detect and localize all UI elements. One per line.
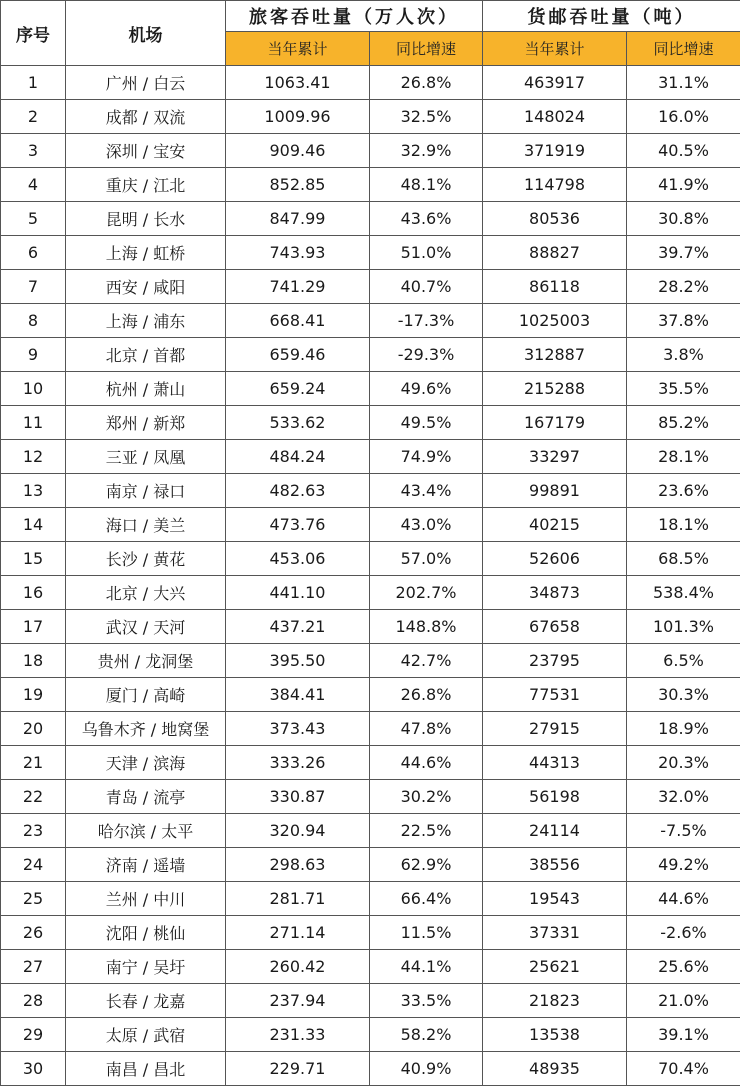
cell-passengers: 395.50: [226, 644, 370, 678]
cell-rank: 29: [1, 1018, 66, 1052]
cell-passengers: 741.29: [226, 270, 370, 304]
table-row: [1, 848, 740, 882]
cell-passengers: 659.24: [226, 372, 370, 406]
cell-airport: 太原 / 武宿: [66, 1018, 226, 1052]
cell-cargo: 88827: [483, 236, 627, 270]
cell-cargo: 148024: [483, 100, 627, 134]
header-passenger-total: 当年累计: [226, 32, 370, 66]
cell-rank: 27: [1, 950, 66, 984]
table-body: [1, 66, 740, 1086]
cell-cargo: 167179: [483, 406, 627, 440]
cell-cargo-growth: 35.5%: [627, 372, 740, 406]
cell-passenger-growth: 32.9%: [370, 134, 483, 168]
table-row: [1, 508, 740, 542]
cell-cargo-growth: 28.1%: [627, 440, 740, 474]
cell-airport: 广州 / 白云: [66, 66, 226, 100]
cell-cargo: 56198: [483, 780, 627, 814]
cell-cargo-growth: 44.6%: [627, 882, 740, 916]
cell-cargo-growth: 85.2%: [627, 406, 740, 440]
header-passenger-group: 旅客吞吐量（万人次）: [226, 1, 483, 32]
cell-cargo-growth: 18.1%: [627, 508, 740, 542]
table-header: [1, 1, 740, 66]
cell-passenger-growth: 62.9%: [370, 848, 483, 882]
cell-cargo: 25621: [483, 950, 627, 984]
cell-passengers: 237.94: [226, 984, 370, 1018]
cell-airport: 西安 / 咸阳: [66, 270, 226, 304]
cell-cargo-growth: 21.0%: [627, 984, 740, 1018]
cell-cargo: 40215: [483, 508, 627, 542]
header-airport: 机场: [66, 1, 226, 66]
cell-airport: 昆明 / 长水: [66, 202, 226, 236]
cell-passengers: 229.71: [226, 1052, 370, 1086]
cell-rank: 4: [1, 168, 66, 202]
cell-cargo: 99891: [483, 474, 627, 508]
cell-cargo: 215288: [483, 372, 627, 406]
cell-rank: 23: [1, 814, 66, 848]
cell-passengers: 533.62: [226, 406, 370, 440]
cell-cargo: 27915: [483, 712, 627, 746]
cell-passengers: 453.06: [226, 542, 370, 576]
cell-passengers: 271.14: [226, 916, 370, 950]
cell-airport: 沈阳 / 桃仙: [66, 916, 226, 950]
cell-airport: 上海 / 虹桥: [66, 236, 226, 270]
cell-airport: 济南 / 遥墙: [66, 848, 226, 882]
cell-passenger-growth: 43.4%: [370, 474, 483, 508]
table-row: [1, 712, 740, 746]
cell-airport: 南宁 / 吴圩: [66, 950, 226, 984]
cell-rank: 28: [1, 984, 66, 1018]
cell-passenger-growth: 11.5%: [370, 916, 483, 950]
cell-passengers: 909.46: [226, 134, 370, 168]
cell-cargo-growth: -7.5%: [627, 814, 740, 848]
cell-cargo: 13538: [483, 1018, 627, 1052]
cell-rank: 22: [1, 780, 66, 814]
cell-cargo-growth: 37.8%: [627, 304, 740, 338]
table-row: [1, 1018, 740, 1052]
cell-cargo-growth: 32.0%: [627, 780, 740, 814]
cell-cargo: 52606: [483, 542, 627, 576]
cell-cargo-growth: 23.6%: [627, 474, 740, 508]
cell-cargo: 21823: [483, 984, 627, 1018]
cell-passengers: 373.43: [226, 712, 370, 746]
table-row: [1, 882, 740, 916]
cell-airport: 兰州 / 中川: [66, 882, 226, 916]
cell-passengers: 260.42: [226, 950, 370, 984]
cell-cargo: 77531: [483, 678, 627, 712]
cell-passenger-growth: 57.0%: [370, 542, 483, 576]
cell-airport: 重庆 / 江北: [66, 168, 226, 202]
cell-airport: 长沙 / 黄花: [66, 542, 226, 576]
cell-passengers: 852.85: [226, 168, 370, 202]
table-row: [1, 916, 740, 950]
cell-passenger-growth: 66.4%: [370, 882, 483, 916]
cell-rank: 18: [1, 644, 66, 678]
table-row: [1, 984, 740, 1018]
cell-passenger-growth: 74.9%: [370, 440, 483, 474]
table-row: [1, 814, 740, 848]
table-row: [1, 678, 740, 712]
cell-cargo-growth: 68.5%: [627, 542, 740, 576]
cell-cargo-growth: 20.3%: [627, 746, 740, 780]
table-row: [1, 406, 740, 440]
cell-rank: 9: [1, 338, 66, 372]
cell-cargo-growth: 538.4%: [627, 576, 740, 610]
cell-passenger-growth: 26.8%: [370, 678, 483, 712]
table-row: [1, 338, 740, 372]
cell-rank: 30: [1, 1052, 66, 1086]
cell-rank: 12: [1, 440, 66, 474]
cell-rank: 20: [1, 712, 66, 746]
cell-passengers: 298.63: [226, 848, 370, 882]
cell-passenger-growth: 30.2%: [370, 780, 483, 814]
cell-rank: 19: [1, 678, 66, 712]
cell-cargo-growth: 41.9%: [627, 168, 740, 202]
cell-cargo-growth: 3.8%: [627, 338, 740, 372]
cell-cargo-growth: 18.9%: [627, 712, 740, 746]
cell-rank: 26: [1, 916, 66, 950]
cell-passengers: 441.10: [226, 576, 370, 610]
cell-airport: 三亚 / 凤凰: [66, 440, 226, 474]
cell-cargo-growth: 39.7%: [627, 236, 740, 270]
cell-cargo: 1025003: [483, 304, 627, 338]
cell-passenger-growth: 49.6%: [370, 372, 483, 406]
cell-airport: 北京 / 大兴: [66, 576, 226, 610]
cell-rank: 3: [1, 134, 66, 168]
table-row: [1, 100, 740, 134]
cell-passengers: 330.87: [226, 780, 370, 814]
cell-rank: 11: [1, 406, 66, 440]
cell-passenger-growth: 49.5%: [370, 406, 483, 440]
cell-airport: 武汉 / 天河: [66, 610, 226, 644]
cell-passengers: 320.94: [226, 814, 370, 848]
cell-passengers: 473.76: [226, 508, 370, 542]
table-row: [1, 780, 740, 814]
cell-rank: 17: [1, 610, 66, 644]
cell-passengers: 1009.96: [226, 100, 370, 134]
cell-passengers: 231.33: [226, 1018, 370, 1052]
cell-passengers: 384.41: [226, 678, 370, 712]
table-row: [1, 440, 740, 474]
table-row: [1, 474, 740, 508]
cell-rank: 24: [1, 848, 66, 882]
cell-cargo: 86118: [483, 270, 627, 304]
cell-cargo-growth: 25.6%: [627, 950, 740, 984]
header-passenger-growth: 同比增速: [370, 32, 483, 66]
cell-cargo-growth: 39.1%: [627, 1018, 740, 1052]
table-row: [1, 746, 740, 780]
cell-cargo: 38556: [483, 848, 627, 882]
cell-airport: 郑州 / 新郑: [66, 406, 226, 440]
table-row: [1, 542, 740, 576]
cell-cargo-growth: 31.1%: [627, 66, 740, 100]
cell-airport: 天津 / 滨海: [66, 746, 226, 780]
table-row: [1, 576, 740, 610]
table-row: [1, 610, 740, 644]
cell-airport: 哈尔滨 / 太平: [66, 814, 226, 848]
header-rank: 序号: [1, 1, 66, 66]
cell-airport: 杭州 / 萧山: [66, 372, 226, 406]
cell-passengers: 659.46: [226, 338, 370, 372]
cell-passenger-growth: 48.1%: [370, 168, 483, 202]
cell-cargo-growth: -2.6%: [627, 916, 740, 950]
table-row: [1, 66, 740, 100]
cell-passenger-growth: 47.8%: [370, 712, 483, 746]
header-cargo-group: 货邮吞吐量（吨）: [483, 1, 740, 32]
cell-passenger-growth: -29.3%: [370, 338, 483, 372]
cell-passenger-growth: 26.8%: [370, 66, 483, 100]
cell-cargo: 67658: [483, 610, 627, 644]
cell-passenger-growth: 43.6%: [370, 202, 483, 236]
cell-cargo-growth: 16.0%: [627, 100, 740, 134]
cell-rank: 14: [1, 508, 66, 542]
cell-cargo-growth: 30.3%: [627, 678, 740, 712]
cell-cargo-growth: 30.8%: [627, 202, 740, 236]
cell-airport: 厦门 / 高崎: [66, 678, 226, 712]
cell-cargo: 33297: [483, 440, 627, 474]
cell-passenger-growth: 40.9%: [370, 1052, 483, 1086]
cell-passenger-growth: -17.3%: [370, 304, 483, 338]
cell-airport: 北京 / 首都: [66, 338, 226, 372]
cell-passenger-growth: 43.0%: [370, 508, 483, 542]
cell-cargo-growth: 28.2%: [627, 270, 740, 304]
cell-airport: 青岛 / 流亭: [66, 780, 226, 814]
cell-cargo-growth: 40.5%: [627, 134, 740, 168]
cell-airport: 长春 / 龙嘉: [66, 984, 226, 1018]
table-row: [1, 372, 740, 406]
cell-cargo: 34873: [483, 576, 627, 610]
cell-cargo: 80536: [483, 202, 627, 236]
cell-rank: 1: [1, 66, 66, 100]
cell-cargo-growth: 6.5%: [627, 644, 740, 678]
cell-cargo: 48935: [483, 1052, 627, 1086]
cell-passenger-growth: 44.1%: [370, 950, 483, 984]
cell-passenger-growth: 202.7%: [370, 576, 483, 610]
header-cargo-total: 当年累计: [483, 32, 627, 66]
cell-rank: 7: [1, 270, 66, 304]
cell-cargo-growth: 101.3%: [627, 610, 740, 644]
cell-passenger-growth: 42.7%: [370, 644, 483, 678]
cell-passengers: 484.24: [226, 440, 370, 474]
cell-rank: 5: [1, 202, 66, 236]
cell-cargo: 19543: [483, 882, 627, 916]
cell-cargo: 371919: [483, 134, 627, 168]
cell-cargo: 44313: [483, 746, 627, 780]
cell-passengers: 482.63: [226, 474, 370, 508]
cell-rank: 13: [1, 474, 66, 508]
cell-rank: 6: [1, 236, 66, 270]
cell-airport: 南京 / 禄口: [66, 474, 226, 508]
cell-cargo: 463917: [483, 66, 627, 100]
cell-passengers: 743.93: [226, 236, 370, 270]
cell-airport: 贵州 / 龙洞堡: [66, 644, 226, 678]
table-row: [1, 304, 740, 338]
cell-rank: 21: [1, 746, 66, 780]
cell-rank: 8: [1, 304, 66, 338]
cell-passengers: 333.26: [226, 746, 370, 780]
cell-passengers: 1063.41: [226, 66, 370, 100]
cell-cargo: 37331: [483, 916, 627, 950]
cell-passenger-growth: 51.0%: [370, 236, 483, 270]
cell-passenger-growth: 32.5%: [370, 100, 483, 134]
cell-rank: 25: [1, 882, 66, 916]
table-row: [1, 236, 740, 270]
cell-passenger-growth: 22.5%: [370, 814, 483, 848]
cell-cargo: 114798: [483, 168, 627, 202]
cell-rank: 2: [1, 100, 66, 134]
cell-cargo-growth: 49.2%: [627, 848, 740, 882]
cell-passengers: 437.21: [226, 610, 370, 644]
cell-passengers: 668.41: [226, 304, 370, 338]
cell-airport: 上海 / 浦东: [66, 304, 226, 338]
cell-cargo: 23795: [483, 644, 627, 678]
cell-airport: 海口 / 美兰: [66, 508, 226, 542]
table-row: [1, 134, 740, 168]
cell-passenger-growth: 44.6%: [370, 746, 483, 780]
cell-rank: 16: [1, 576, 66, 610]
cell-rank: 10: [1, 372, 66, 406]
table-row: [1, 950, 740, 984]
cell-passenger-growth: 148.8%: [370, 610, 483, 644]
cell-passengers: 281.71: [226, 882, 370, 916]
table-row: [1, 202, 740, 236]
cell-passenger-growth: 58.2%: [370, 1018, 483, 1052]
cell-cargo: 312887: [483, 338, 627, 372]
table-row: [1, 1052, 740, 1086]
table-row: [1, 644, 740, 678]
cell-passenger-growth: 40.7%: [370, 270, 483, 304]
cell-airport: 深圳 / 宝安: [66, 134, 226, 168]
table-row: [1, 270, 740, 304]
cell-airport: 乌鲁木齐 / 地窝堡: [66, 712, 226, 746]
cell-rank: 15: [1, 542, 66, 576]
cell-airport: 南昌 / 昌北: [66, 1052, 226, 1086]
cell-cargo: 24114: [483, 814, 627, 848]
cell-passenger-growth: 33.5%: [370, 984, 483, 1018]
header-cargo-growth: 同比增速: [627, 32, 740, 66]
cell-passengers: 847.99: [226, 202, 370, 236]
table-row: [1, 168, 740, 202]
cell-airport: 成都 / 双流: [66, 100, 226, 134]
cell-cargo-growth: 70.4%: [627, 1052, 740, 1086]
